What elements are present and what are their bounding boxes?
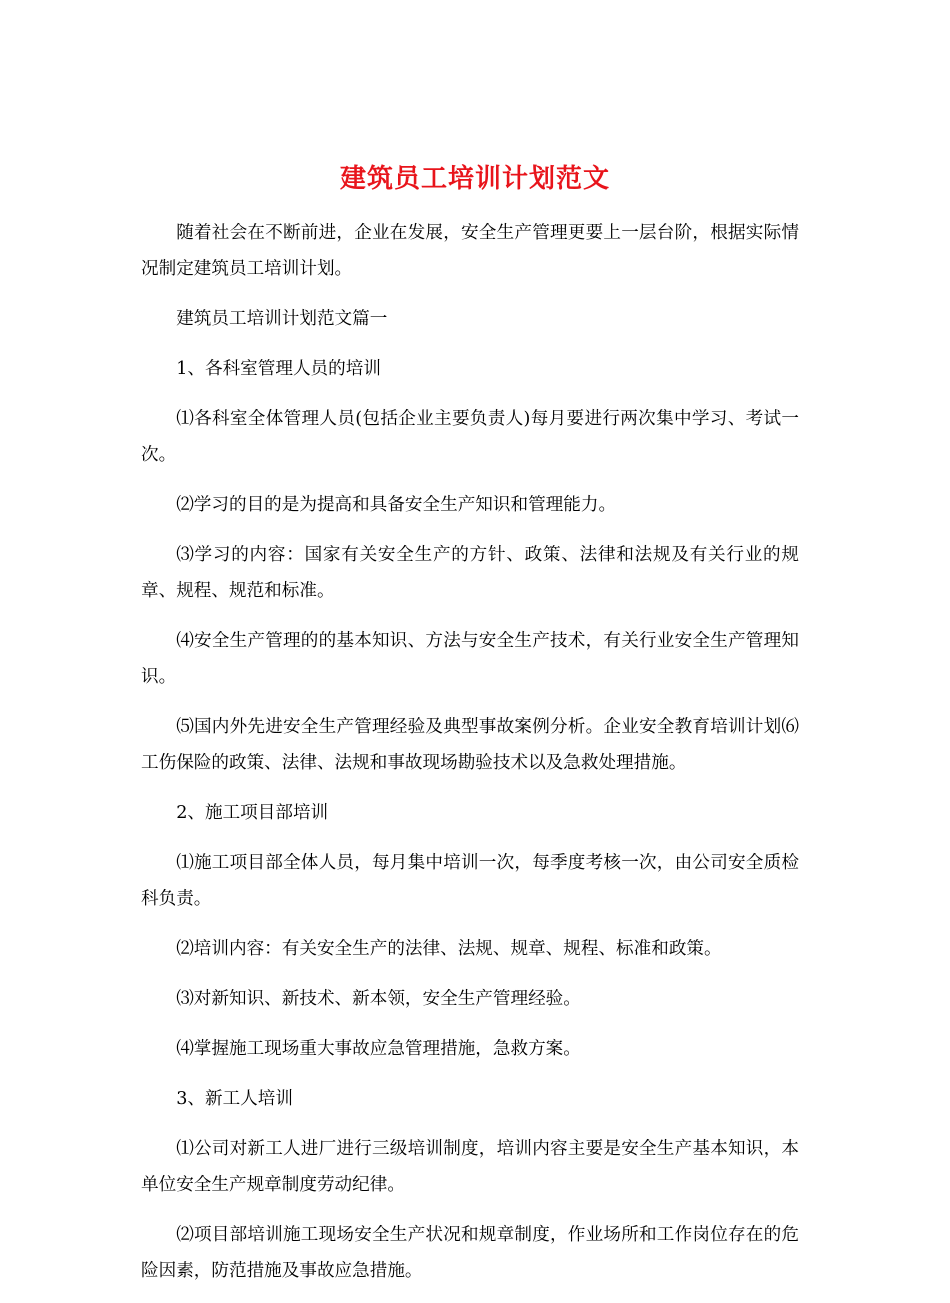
- paragraph: 随着社会在不断前进，企业在发展，安全生产管理更要上一层台阶，根据实际情况制定建筑员工培训计划。: [141, 223, 799, 279]
- paragraph: ⑵培训内容：有关安全生产的法律、法规、规章、规程、标准和政策。: [176, 939, 722, 959]
- paragraph: ⑷安全生产管理的的基本知识、方法与安全生产技术，有关行业安全生产管理知识。: [141, 631, 799, 687]
- paragraph: ⑴公司对新工人进厂进行三级培训制度，培训内容主要是安全生产基本知识，本单位安全生产规章制度劳动纪律。: [141, 1139, 799, 1195]
- document-body: [141, 215, 799, 1303]
- document-title: 建筑员工培训计划范文: [339, 164, 610, 195]
- section-heading: 3、新工人培训: [176, 1089, 293, 1109]
- paragraph: ⑶学习的内容：国家有关安全生产的方针、政策、法律和法规及有关行业的规章、规程、规范和标准。: [141, 545, 799, 601]
- section-heading: 1、各科室管理人员的培训: [176, 359, 381, 379]
- paragraph: ⑴施工项目部全体人员，每月集中培训一次，每季度考核一次，由公司安全质检科负责。: [141, 853, 799, 909]
- paragraph: ⑴各科室全体管理人员(包括企业主要负责人)每月要进行两次集中学习、考试一次。: [141, 409, 799, 465]
- section-heading: 2、施工项目部培训: [176, 803, 329, 823]
- paragraph: ⑵项目部培训施工现场安全生产状况和规章制度，作业场所和工作岗位存在的危险因素，防范措施及事故应急措施。: [141, 1225, 799, 1281]
- paragraph: ⑵学习的目的是为提高和具备安全生产知识和管理能力。: [176, 495, 617, 515]
- paragraph: ⑸国内外先进安全生产管理经验及典型事故案例分析。企业安全教育培训计划⑹工伤保险的政策、法律、法规和事故现场勘验技术以及急救处理措施。: [141, 717, 799, 773]
- paragraph: ⑶对新知识、新技术、新本领，安全生产管理经验。: [176, 989, 581, 1009]
- subheading: 建筑员工培训计划范文篇一: [176, 309, 388, 329]
- paragraph: ⑷掌握施工现场重大事故应急管理措施，急救方案。: [176, 1039, 581, 1059]
